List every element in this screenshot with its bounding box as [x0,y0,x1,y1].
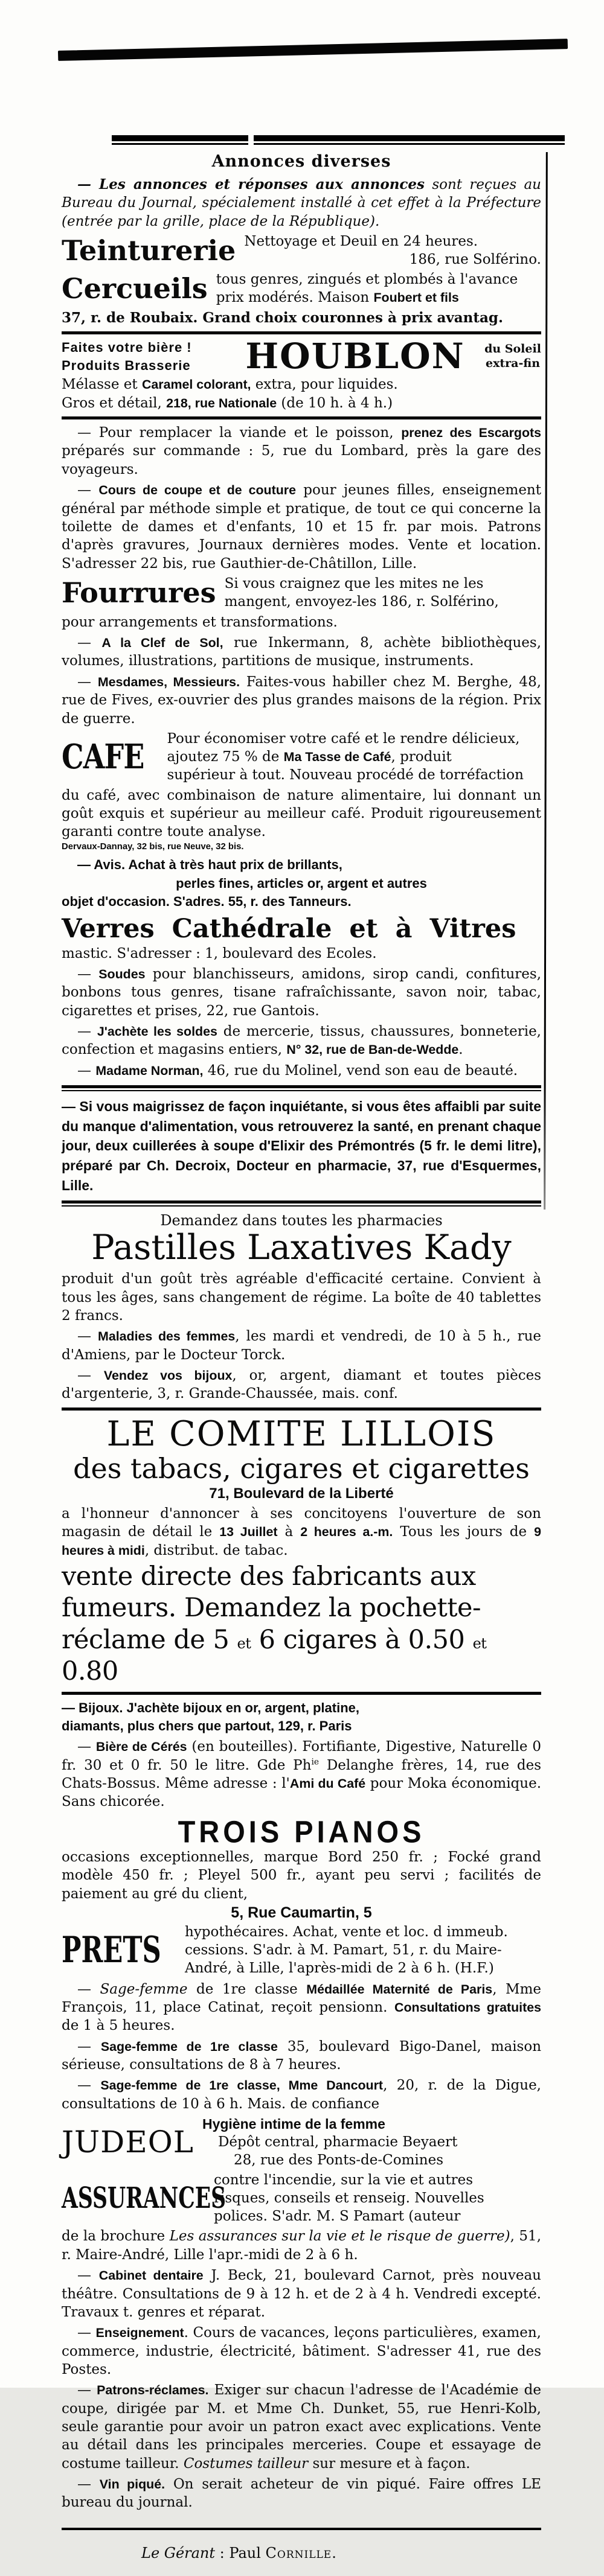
ad-fourrures [62,575,541,611]
text-line: — Avis. Achat à très haut prix de brillants, [77,857,342,873]
ad-comite-body [62,1505,541,1560]
ad-elixir: — Si vous maigrissez de façon inquiétante, si vous êtes affaibli par suite du manque d'alimentation, vous retrouverez la santé, en prenant chaque jour, deux cuillerées à soupe d'Elixir des Prémontrés (5 fr. le demi litre), préparé par Ch. Decroix, Docteur en pharmacie, 37, rue d'Esquermes, Lille. [62,1098,541,1193]
text-line: Produits Brasserie [62,357,191,373]
text-segment: 0.80 [62,1656,118,1687]
text-line: supérieur à tout. Nouveau procédé de torréfaction [167,767,524,783]
ad-intro-lead: — Les annonces et réponses aux annonces [77,176,425,193]
text-segment-bold: 13 Juillet [219,1525,278,1540]
ad-sage-femme-2 [62,2038,541,2074]
ad-houblon-line4 [62,394,541,412]
ad-patrons-reclames [62,2381,541,2473]
ad-mesdames [62,673,541,728]
ad-norman [62,1062,541,1080]
ad-cercueils-title: Cercueils [62,272,208,305]
text-line: 186, rue Solférino. [409,251,541,267]
text-segment: — [77,635,102,651]
text-segment: à [277,1524,301,1540]
text-segment-bold: Ami du Café [289,1776,366,1791]
text-line: contre l'incendie, sur la vie et autres [214,2172,474,2188]
ad-fourrures-title: Fourrures [62,576,216,610]
text-segment: Mélasse et [62,377,142,393]
text-segment: (de 10 h. à 4 h.) [277,395,393,411]
text-line: Si vous craignez que les mites ne les [224,575,484,591]
text-segment-bold: 218, rue Nationale [166,395,277,410]
text-segment-small: et [237,1634,251,1652]
text-line: risques, conseils et renseig. Nouvelles [214,2190,484,2206]
text-line: polices. S'adr. M. S Pamart (auteur [214,2208,461,2224]
text-segment-bold: Cabinet dentaire [98,2268,204,2283]
text-segment: Tous les jours de [393,1524,535,1540]
ad-pianos-body: occasions exceptionnelles, marque Bord 250 fr. ; Focké grand modèle 450 fr. ; Pleyel 500 fr., ayant peu servi ; facilités de paiement au gré du client, [62,1849,541,1902]
text-segment-bold: 9 heures à midi [62,1525,542,1558]
ad-houblon [62,336,541,412]
text-line: Dépôt central, pharmacie Beyaert [217,2134,458,2150]
ad-sage-femme-1 [62,1980,541,2035]
text-segment: — [77,1328,98,1345]
text-segment: , les mardi et vendredi, de 10 à 5 h., rue d'Amiens, par le Docteur Torck. [62,1328,541,1363]
text-segment: — [77,482,99,499]
ad-houblon-brand: HOUBLON [245,336,465,377]
ad-teinturerie-text [244,233,541,269]
text-segment: pour Moka économique. Sans chicorée. [62,1776,542,1810]
section-title: Annonces diverses [211,152,391,171]
text-segment: , or, argent, diamant et toutes pièces d'argenterie, 3, r. Grande-Chaussée, mais. conf. [62,1367,541,1402]
text-segment: pour blanchisseurs, amidons, sirop candi, confitures, bonbons tous genres, tisane rafraîchissante, savon noir, tabac, cigarettes et prises, 22, rue Gantois. [62,966,541,1019]
text-segment-bold: Sage-femme de 1re classe, Mme Dancourt [100,2078,384,2093]
text-segment: , produit [391,748,452,765]
section-rule [62,331,541,334]
text-segment-bold: Médaillée Maternité de Paris [306,1981,493,1997]
text-line: André, à Lille, l'après-midi de 2 à 6 h. (H.F.) [185,1960,494,1976]
ad-cours-coupe [62,481,541,573]
text-segment-bold: Maladies des femmes [98,1329,236,1344]
text-segment: sur mesure et à façon. [308,2455,471,2472]
scan-fold-bar [58,39,568,61]
text-segment-smallcaps: Cornille. [265,2544,337,2562]
gerant-line [141,2545,541,2562]
text-segment: réclame de 5 [62,1624,237,1655]
classifieds-column [62,152,541,2576]
text-line: Pour économiser votre café et le rendre délicieux, [167,730,520,747]
text-line: Nettoyage et Deuil en 24 heures. [244,234,478,250]
ad-prets-title [62,1929,176,1972]
ad-judeol [62,2115,541,2170]
text-segment: — [77,674,98,690]
ad-cabinet-dentaire [62,2266,541,2321]
ad-assurances [62,2172,541,2226]
text-segment: — [77,2077,101,2094]
ad-cercueils [62,271,541,307]
text-line: Hygiène intime de la femme [202,2116,385,2132]
ad-judeol-title: JUDEOL [62,2125,194,2160]
ad-soudes [62,965,541,1020]
text-segment: . [458,1042,463,1058]
text-line: du Soleil [484,342,541,355]
text-segment: — [77,2382,97,2399]
text-segment-bold: Sage-femme de 1re classe [100,2039,278,2054]
ad-verres-title: Verres Cathédrale et à Vitres [62,914,516,945]
ad-cafe-title: CAFE [62,737,144,777]
ad-clef-de-sol [62,634,541,671]
ad-escargots [62,424,541,479]
text-segment-italic: Sage-femme [100,1981,188,1997]
text-segment-bold: Enseignement [95,2326,184,2341]
text-line [62,1624,541,1688]
text-segment-small: et [472,1634,487,1652]
ad-comite-address: 71, Boulevard de la Liberté [209,1485,394,1502]
text-superscript: ie [311,1757,320,1767]
ad-kady [62,1212,541,1325]
section-rule [62,1692,541,1695]
top-rule-segment-right [254,135,565,145]
text-segment: , 20, r. de la Digue, consultations de 10 à 6 h. Mais. de confiance [62,2077,541,2112]
ad-teinturerie [62,233,541,269]
text-segment: — [77,1062,96,1079]
text-segment: de mercerie, tissus, chaussures, bonneterie, confection et magasins entiers, [62,1023,541,1058]
ad-judeol-text [202,2115,541,2170]
double-rule [62,1200,541,1207]
text-segment: ajoutez 75 % de [167,748,284,765]
text-line: cessions. S'adr. à M. Pamart, 51, r. du Maire- [185,1942,502,1958]
ad-cercueils-text [216,271,541,307]
text-segment-bold: Madame Norman, [95,1063,204,1078]
ad-teinturerie-title: Teinturerie [62,234,236,267]
text-segment: . Cours de vacances, leçons particulières, examen, commerce, industrie, électricité, bâtiment. S'adresser 41, rue des Postes. [62,2325,541,2377]
ad-houblon-header [62,336,541,377]
text-segment-bold: N° 32, rue de Ban-de-Wedde [286,1042,459,1057]
text-segment-bold: Consultations gratuites [394,2000,541,2015]
column-divider-rule [544,152,548,1210]
text-segment-bold: Vin piqué. [99,2477,165,2492]
text-segment: Delanghe frères, 14, rue des Chats-Bossus. Même adresse : l' [62,1757,541,1792]
text-line: fumeurs. Demandez la pochette- [62,1593,481,1624]
ad-soldes [62,1022,541,1059]
text-segment: sont reçues au Bureau du Journal, spécialement installé à cet effet à la Préfecture (entrée par la grille, place de la République). [62,177,541,229]
text-line: objet d'occasion. S'adres. 55, r. des Tanneurs. [62,894,352,909]
ad-bijoux-achat [62,1699,541,1736]
ad-intro [62,176,541,231]
text-segment: de la brochure [62,2228,170,2245]
ad-maladies [62,1327,541,1364]
footer-rule [62,2528,541,2530]
ad-avis-bijoux [62,856,541,911]
ad-houblon-right [484,342,541,371]
text-line: — Bijoux. J'achète bijoux en or, argent, platine, [62,1700,360,1715]
text-segment-italic: Costumes tailleur [183,2455,309,2472]
gerant-label: Le Gérant [141,2544,216,2562]
ad-cafe-address: Dervaux-Dannay, 32 bis, rue Neuve, 32 bis. [62,841,244,852]
text-segment: — [77,1981,100,1997]
text-segment-bold: Caramel colorant, [141,377,251,392]
text-segment: — [77,2325,96,2341]
text-line: diamants, plus chers que partout, 129, r. Paris [62,1718,352,1734]
text-segment: , distribut. de tabac. [144,1542,288,1558]
text-segment: — [77,1367,104,1383]
text-segment-bold: Vendez vos bijoux [103,1368,233,1383]
text-segment: préparés sur commande : 5, rue du Lombard, près la gare des voyageurs. [62,443,541,477]
text-line: tous genres, zingués et plombés à l'avance [216,271,518,287]
text-segment: , 51, r. Maire-André, Lille l'apr.-midi de 2 à 6 h. [62,2228,542,2263]
ad-cercueils-fullline: 37, r. de Roubaix. Grand choix couronnes à prix avantag. [62,309,504,326]
text-segment-bold: Ma Tasse de Café [283,749,391,764]
ad-cafe [62,730,541,785]
text-segment: ASSURANCES [62,2181,226,2215]
section-rule [62,416,541,419]
text-segment: de 1re classe [187,1981,307,1997]
ad-comite-display [62,1561,541,1688]
text-segment: PRETS [62,1929,161,1972]
ad-verres-body: mastic. S'adresser : 1, boulevard des Ecoles. [62,945,377,961]
text-line: hypothécaires. Achat, vente et loc. d immeub. [185,1924,508,1940]
gerant-name [229,2545,336,2562]
text-segment: (en bouteilles). Fortifiante, Digestive, Naturelle 0 fr. 30 et 0 fr. 50 le litre. Gde Ph [62,1739,541,1773]
ad-comite-lillois [62,1414,542,1688]
text-segment: 35, boulevard Bigo-Danel, maison sérieuse, consultations de 8 à 7 heures. [62,2038,542,2073]
ad-assurances-fullline [62,2227,541,2264]
text-segment: extra, pour liquides. [251,377,398,393]
text-line: perles fines, articles or, argent et autres [176,875,427,891]
ad-sage-femme-3 [62,2076,541,2113]
text-line: vente directe des fabricants aux [62,1561,476,1592]
text-line: mangent, envoyez-les 186, r. Solférino, [224,593,499,610]
ad-prets-text [185,1924,541,1978]
ad-cafe-body: du café, avec combinaison de nature alimentaire, lui donnant un goût exquis et supérieur au meilleur café. Produit rigoureusement garanti contre toute analyse. [62,787,541,840]
text-segment: — [77,966,99,982]
double-rule [62,1085,541,1091]
text-segment-bold: Bière de Cérés [95,1739,187,1755]
text-segment: Gros et détail, [62,395,167,411]
text-line [167,748,541,767]
ad-houblon-left [62,339,226,374]
text-segment: Paul [229,2544,266,2562]
ad-comite-subtitle: des tabacs, cigares et cigarettes [73,1452,530,1485]
text-segment: — [77,2268,99,2284]
ad-assurances-title [62,2181,226,2215]
ad-vendez-bijoux [62,1366,541,1403]
text-segment: a l'honneur d'annoncer à ses concitoyens l'ouverture de son magasin de détail le [62,1505,541,1540]
text-segment: 46, rue du Molinel, vend son eau de beauté. [203,1062,518,1079]
text-line [216,289,541,307]
text-segment: pour jeunes filles, enseignement général par méthode simple et pratique, de tout ce qui concerne la toilette de dames et d'enfants, 10 et 15 fr. par mois. Patrons d'après gravures, Journaux dernières modes. Vente et location. S'adresser 22 bis, rue Gauthier-de-Châtillon, Lille. [62,482,541,572]
text-segment-bold: Soudes [98,966,146,981]
text-segment: — [77,2038,101,2055]
text-segment: Exiger sur chacun l'adresse de l'Académie de coupe, dirigée par M. et Mme Ch. Dunket, 55, rue Henri-Kolb, seule garantie pour avoir un patron exact avec explications. Vente au détail dans les principales merceries. Coupe et essayage de costume tailleur. [62,2382,542,2472]
ad-fourrures-fullline: pour arrangements et transformations. [62,614,338,630]
ad-pianos-address: 5, Rue Caumartin, 5 [231,1904,372,1921]
text-segment: — Pour remplacer la viande et le poisson, [77,425,402,441]
text-segment-bold: Cours de coupe et de couture [98,483,296,498]
ad-vin-pique [62,2475,541,2512]
ad-biere-ceres [62,1738,541,1811]
text-segment-bold: Mesdames, Messieurs. [97,674,240,689]
ad-enseignement [62,2324,541,2379]
ad-prets [62,1924,541,1978]
ad-kady-kicker: Demandez dans toutes les pharmacies [160,1212,443,1229]
text-line: Faites votre bière ! [62,340,192,355]
ad-trois-pianos [62,1814,541,1922]
ad-cafe-text [167,730,541,785]
text-segment: — [77,1023,97,1039]
text-segment: — [77,2476,100,2493]
text-segment: , Mme François, 11, place Catinat, reçoit pensionn. [62,1981,542,2015]
top-double-rule [112,135,565,145]
text-segment: On serait acheteur de vin piqué. Faire offres LE bureau du journal. [62,2476,541,2511]
ad-fourrures-text [225,575,541,611]
ad-comite-title: LE COMITE LILLOIS [106,1414,496,1454]
text-segment-bold: prenez des Escargots [401,426,542,441]
text-segment-bold: J'achète les soldes [97,1024,217,1039]
section-rule [62,1408,541,1411]
text-line: 28, rue des Ponts-de-Comines [233,2152,444,2168]
ad-pianos-title: TROIS PIANOS [178,1814,425,1849]
text-segment-bold: A la Clef de Sol, [101,636,223,651]
ad-assurances-text [214,2172,541,2226]
text-segment-bold: Foubert et fils [373,290,459,305]
text-segment: 6 cigares à 0.50 [251,1624,473,1655]
ad-kady-body: produit d'un goût très agréable d'efficacité certaine. Convient à tous les âges, sans changement de régime. La boîte de 40 tablettes 2 francs. [62,1271,541,1324]
text-segment: prix modérés. Maison [216,289,374,305]
text-segment: : [215,2544,230,2562]
text-segment: rue Inkermann, 8, achète bibliothèques, volumes, illustrations, partitions de musique, instruments. [62,635,542,669]
text-segment-bold: Patrons-réclames. [97,2383,209,2398]
text-line: extra-fin [485,356,541,370]
ad-houblon-line3 [62,375,541,394]
ad-kady-title: Pastilles Laxatives Kady [91,1228,512,1268]
text-segment: J. Beck, 21, boulevard Carnot, près nouveau théâtre. Consultations de 9 à 12 h. et de 2 à 4 h. Vendredi excepté. Travaux t. genres et réparat. [62,2268,541,2320]
text-segment-bold: 2 heures a.-m. [300,1525,393,1540]
text-segment: Faites-vous habiller chez M. Berghe, 48, rue de Fives, ex-ouvrier des plus grandes maisons de la région. Prix de guerre. [62,674,542,727]
text-segment: de 1 à 5 heures. [62,2018,175,2034]
text-segment: — [77,1739,96,1755]
text-segment-italic: Les assurances sur la vie et le risque de guerre) [169,2228,510,2245]
top-rule-segment-left [112,135,248,145]
